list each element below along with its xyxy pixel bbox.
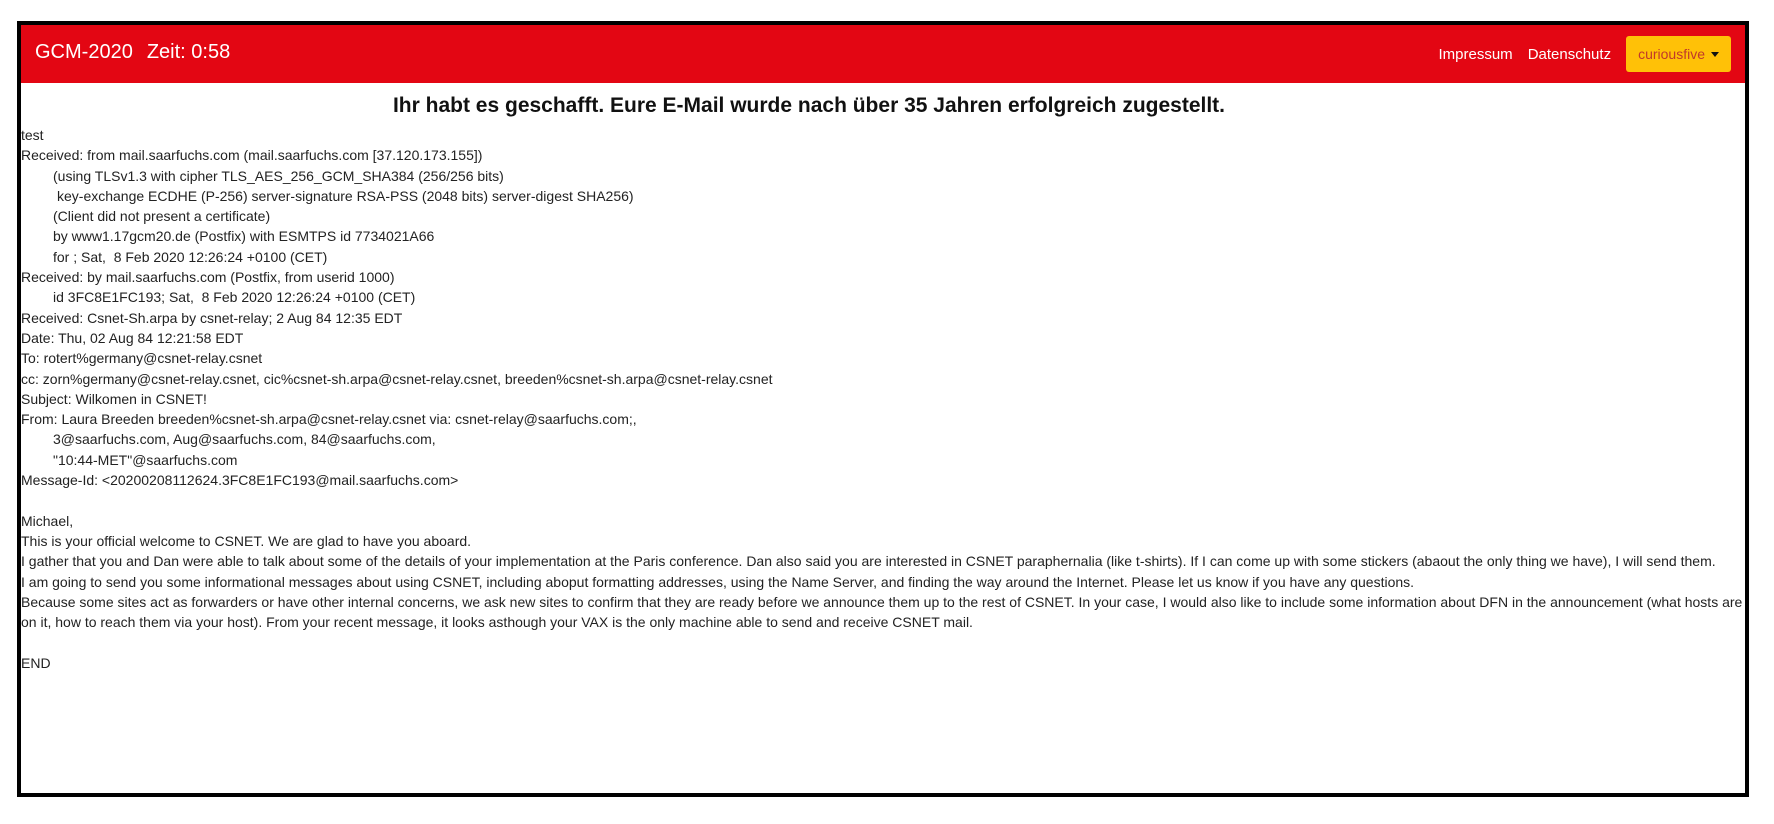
email-line: This is your official welcome to CSNET. We are glad to have you aboard.	[21, 532, 472, 549]
caret-down-icon	[1711, 52, 1719, 57]
email-line: (using TLSv1.3 with cipher TLS_AES_256_GCM_SHA384 (256/256 bits)	[53, 167, 504, 184]
user-menu-button[interactable]	[1626, 36, 1731, 72]
email-line: "10:44-MET"@saarfuchs.com	[53, 451, 238, 468]
email-line: test	[21, 127, 44, 143]
brand[interactable]	[35, 39, 230, 65]
email-line	[21, 632, 1749, 652]
email-line: END	[21, 654, 51, 671]
email-line: id 3FC8E1FC193; Sat, 8 Feb 2020 12:26:24 +0100 (CET)	[53, 289, 416, 306]
email-line: key-exchange ECDHE (P-256) server-signature RSA-PSS (2048 bits) server-digest SHA256)	[57, 187, 634, 204]
email-line: Subject: Wilkomen in CSNET!	[21, 390, 207, 407]
email-line: From: Laura Breeden breeden%csnet-sh.arpa@csnet-relay.csnet via: csnet-relay@saarfuchs.com;,	[21, 411, 637, 428]
email-line: I gather that you and Dan were able to talk about some of the details of your implementation at the Paris conference. Dan also said you are interested in CSNET paraphernalia (like t-shirts). If I can come up with some stickers (abaout the only thing we have), I will send them.	[21, 553, 1716, 570]
email-line	[21, 490, 1749, 510]
brand-title: GCM-2020	[35, 41, 133, 63]
email-line: I am going to send you some informational messages about using CSNET, including aboput formatting addresses, using the Name Server, and finding the way around the Internet. Please let us know if you have any questions.	[21, 573, 1415, 590]
email-line: Received: Csnet-Sh.arpa by csnet-relay; 2 Aug 84 12:35 EDT	[21, 309, 403, 326]
nav-right	[1439, 36, 1732, 72]
success-headline: Ihr habt es geschafft. Eure E-Mail wurde nach über 35 Jahren erfolgreich zugestellt.	[392, 94, 1226, 117]
email-line: for ; Sat, 8 Feb 2020 12:26:24 +0100 (CET)	[53, 248, 328, 265]
email-line: 3@saarfuchs.com, Aug@saarfuchs.com, 84@saarfuchs.com,	[53, 431, 436, 448]
datenschutz-link[interactable]: Datenschutz	[1527, 45, 1612, 63]
email-line: Because some sites act as forwarders or have other internal concerns, we ask new sites to confirm that they are ready before we announce them up to the rest of CSNET. In your case, I would also like to include some information about DFN in the announcement (what hosts are on it, how to reach them via your host). From your recent message, it looks asthough your VAX is the only machine able to send and receive CSNET mail.	[21, 593, 1743, 631]
email-line: Received: from mail.saarfuchs.com (mail.saarfuchs.com [37.120.173.155])	[21, 147, 483, 164]
email-line: by www1.17gcm20.de (Postfix) with ESMTPS id 7734021A66	[53, 228, 435, 245]
top-navbar	[21, 25, 1745, 83]
email-line: Message-Id: <20200208112624.3FC8E1FC193@mail.saarfuchs.com>	[21, 472, 459, 489]
page-frame	[17, 21, 1749, 797]
email-line: (Client did not present a certificate)	[53, 208, 271, 225]
timer: Zeit: 0:58	[146, 41, 231, 63]
impressum-link[interactable]: Impressum	[1438, 45, 1513, 63]
email-line: To: rotert%germany@csnet-relay.csnet	[21, 350, 263, 367]
user-menu-label: curiousfive	[1638, 46, 1705, 62]
email-line: Received: by mail.saarfuchs.com (Postfix, from userid 1000)	[21, 269, 395, 286]
email-line: cc: zorn%germany@csnet-relay.csnet, cic%csnet-sh.arpa@csnet-relay.csnet, breeden%csnet-sh.arpa@csnet-relay.csnet	[21, 370, 773, 387]
email-line: Michael,	[21, 512, 74, 529]
email-line: Date: Thu, 02 Aug 84 12:21:58 EDT	[21, 329, 244, 346]
email-content	[21, 125, 1749, 673]
